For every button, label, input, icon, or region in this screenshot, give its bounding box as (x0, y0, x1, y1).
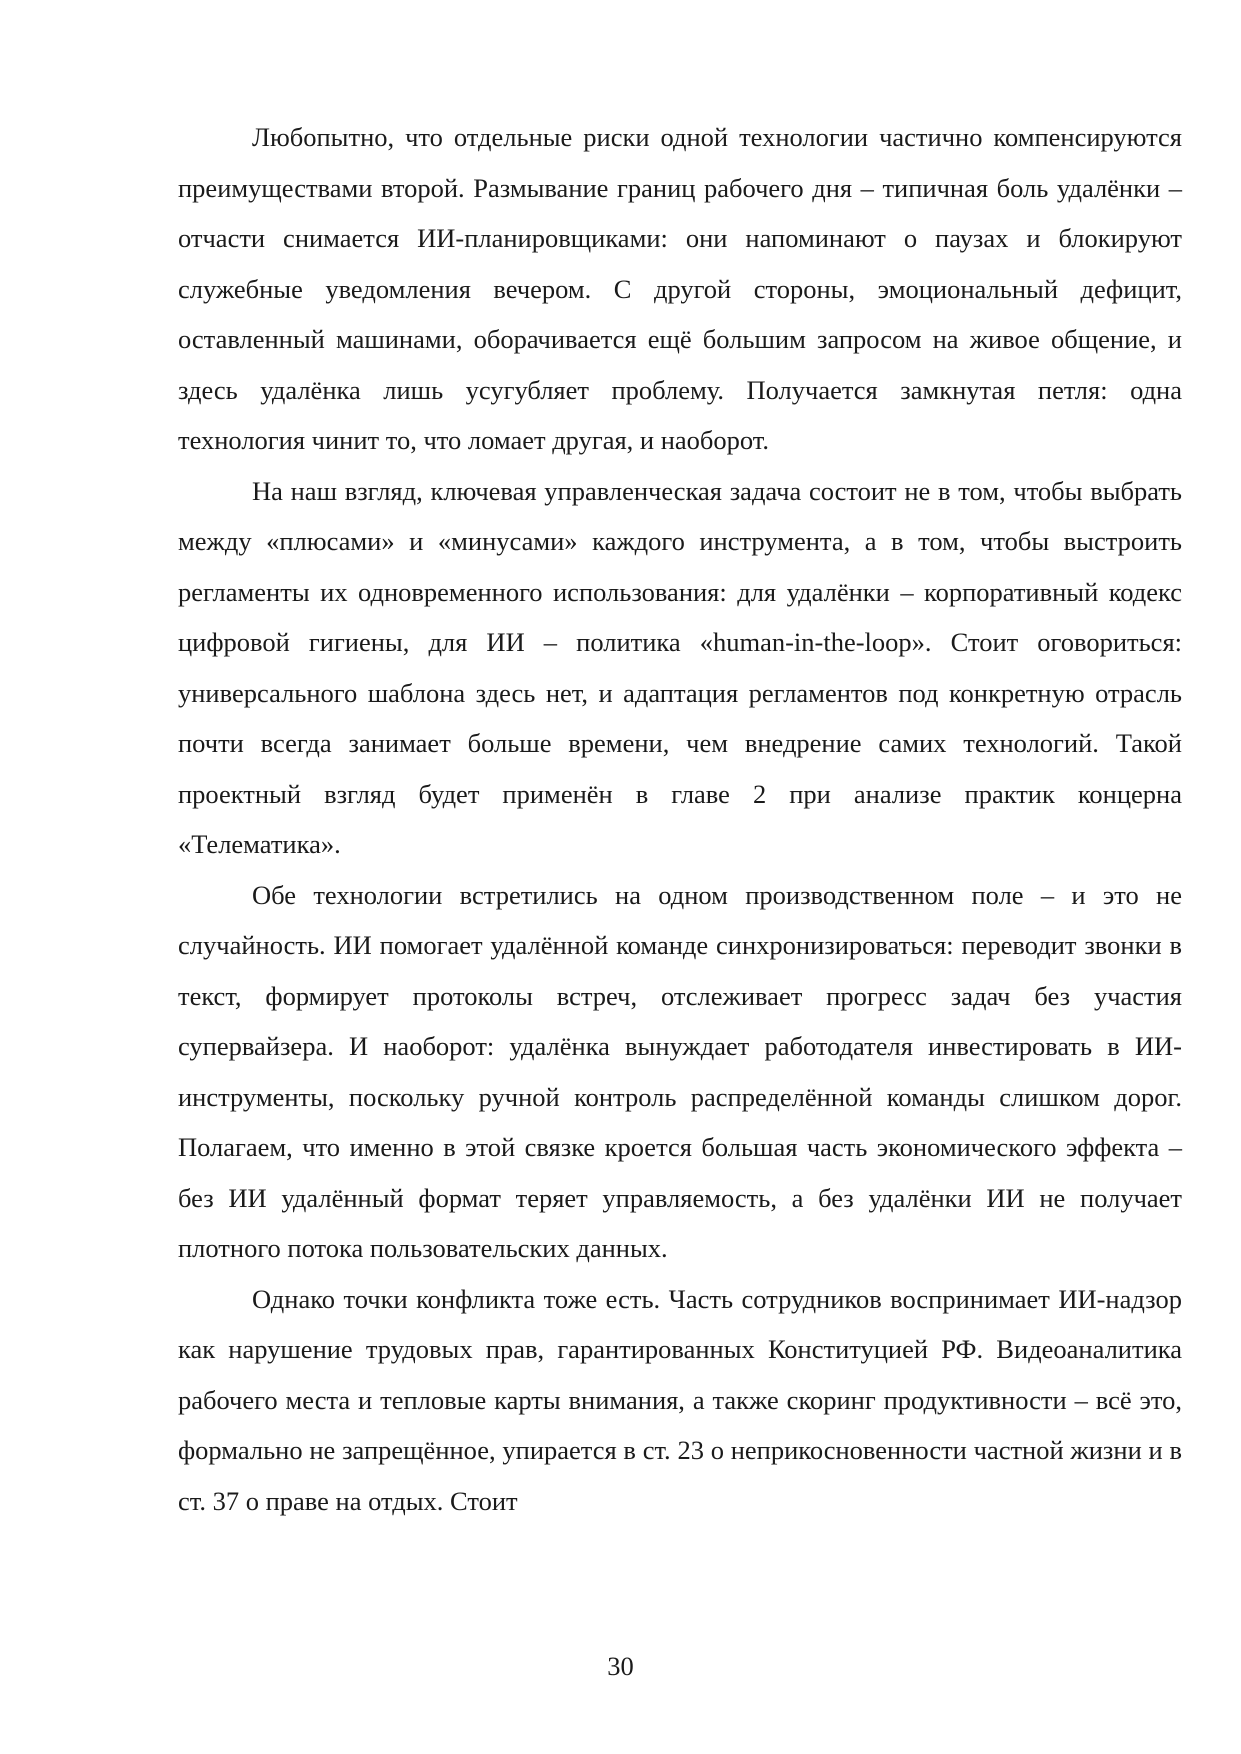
paragraph-4: Однако точки конфликта тоже есть. Часть сотрудников воспринимает ИИ-надзор как нарушение трудовых прав, гарантированных Конституцией РФ. Видеоаналитика рабочего места и тепловые карты внимания, а также скоринг продуктивности – всё это, формально не запрещённое, упирается в ст. 23 о неприкосновенности частной жизни и в ст. 37 о праве на отдых. Стоит (178, 1283, 1182, 1516)
body-text (178, 112, 1182, 1526)
page-number: 30 (607, 1651, 634, 1681)
paragraph-2: На наш взгляд, ключевая управленческая задача состоит не в том, чтобы выбрать между «плюсами» и «минусами» каждого инструмента, а в том, чтобы выстроить регламенты их одновременного использования: для удалёнки – корпоративный кодекс цифровой гигиены, для ИИ – политика «human-in-the-loop». Стоит оговориться: универсального шаблона здесь нет, и адаптация регламентов под конкретную отрасль почти всегда занимает больше времени, чем внедрение самих технологий. Такой проектный взгляд будет применён в главе 2 при анализе практик концерна «Телематика». (178, 475, 1182, 859)
paragraph-1: Любопытно, что отдельные риски одной технологии частично компенсируются преимуществами второй. Размывание границ рабочего дня – типичная боль удалёнки – отчасти снимается ИИ-планировщиками: они напоминают о паузах и блокируют служебные уведомления вечером. С другой стороны, эмоциональный дефицит, оставленный машинами, оборачивается ещё большим запросом на живое общение, и здесь удалёнка лишь усугубляет проблему. Получается замкнутая петля: одна технология чинит то, что ломает другая, и наоборот. (178, 122, 1182, 455)
paragraph-3: Обе технологии встретились на одном производственном поле – и это не случайность. ИИ помогает удалённой команде синхронизироваться: переводит звонки в текст, формирует протоколы встреч, отслеживает прогресс задач без участия супервайзера. И наоборот: удалёнка вынуждает работодателя инвестировать в ИИ-инструменты, поскольку ручной контроль распределённой команды слишком дорог. Полагаем, что именно в этой связке кроется большая часть экономического эффекта – без ИИ удалённый формат теряет управляемость, а без удалёнки ИИ не получает плотного потока пользовательских данных. (178, 879, 1182, 1263)
